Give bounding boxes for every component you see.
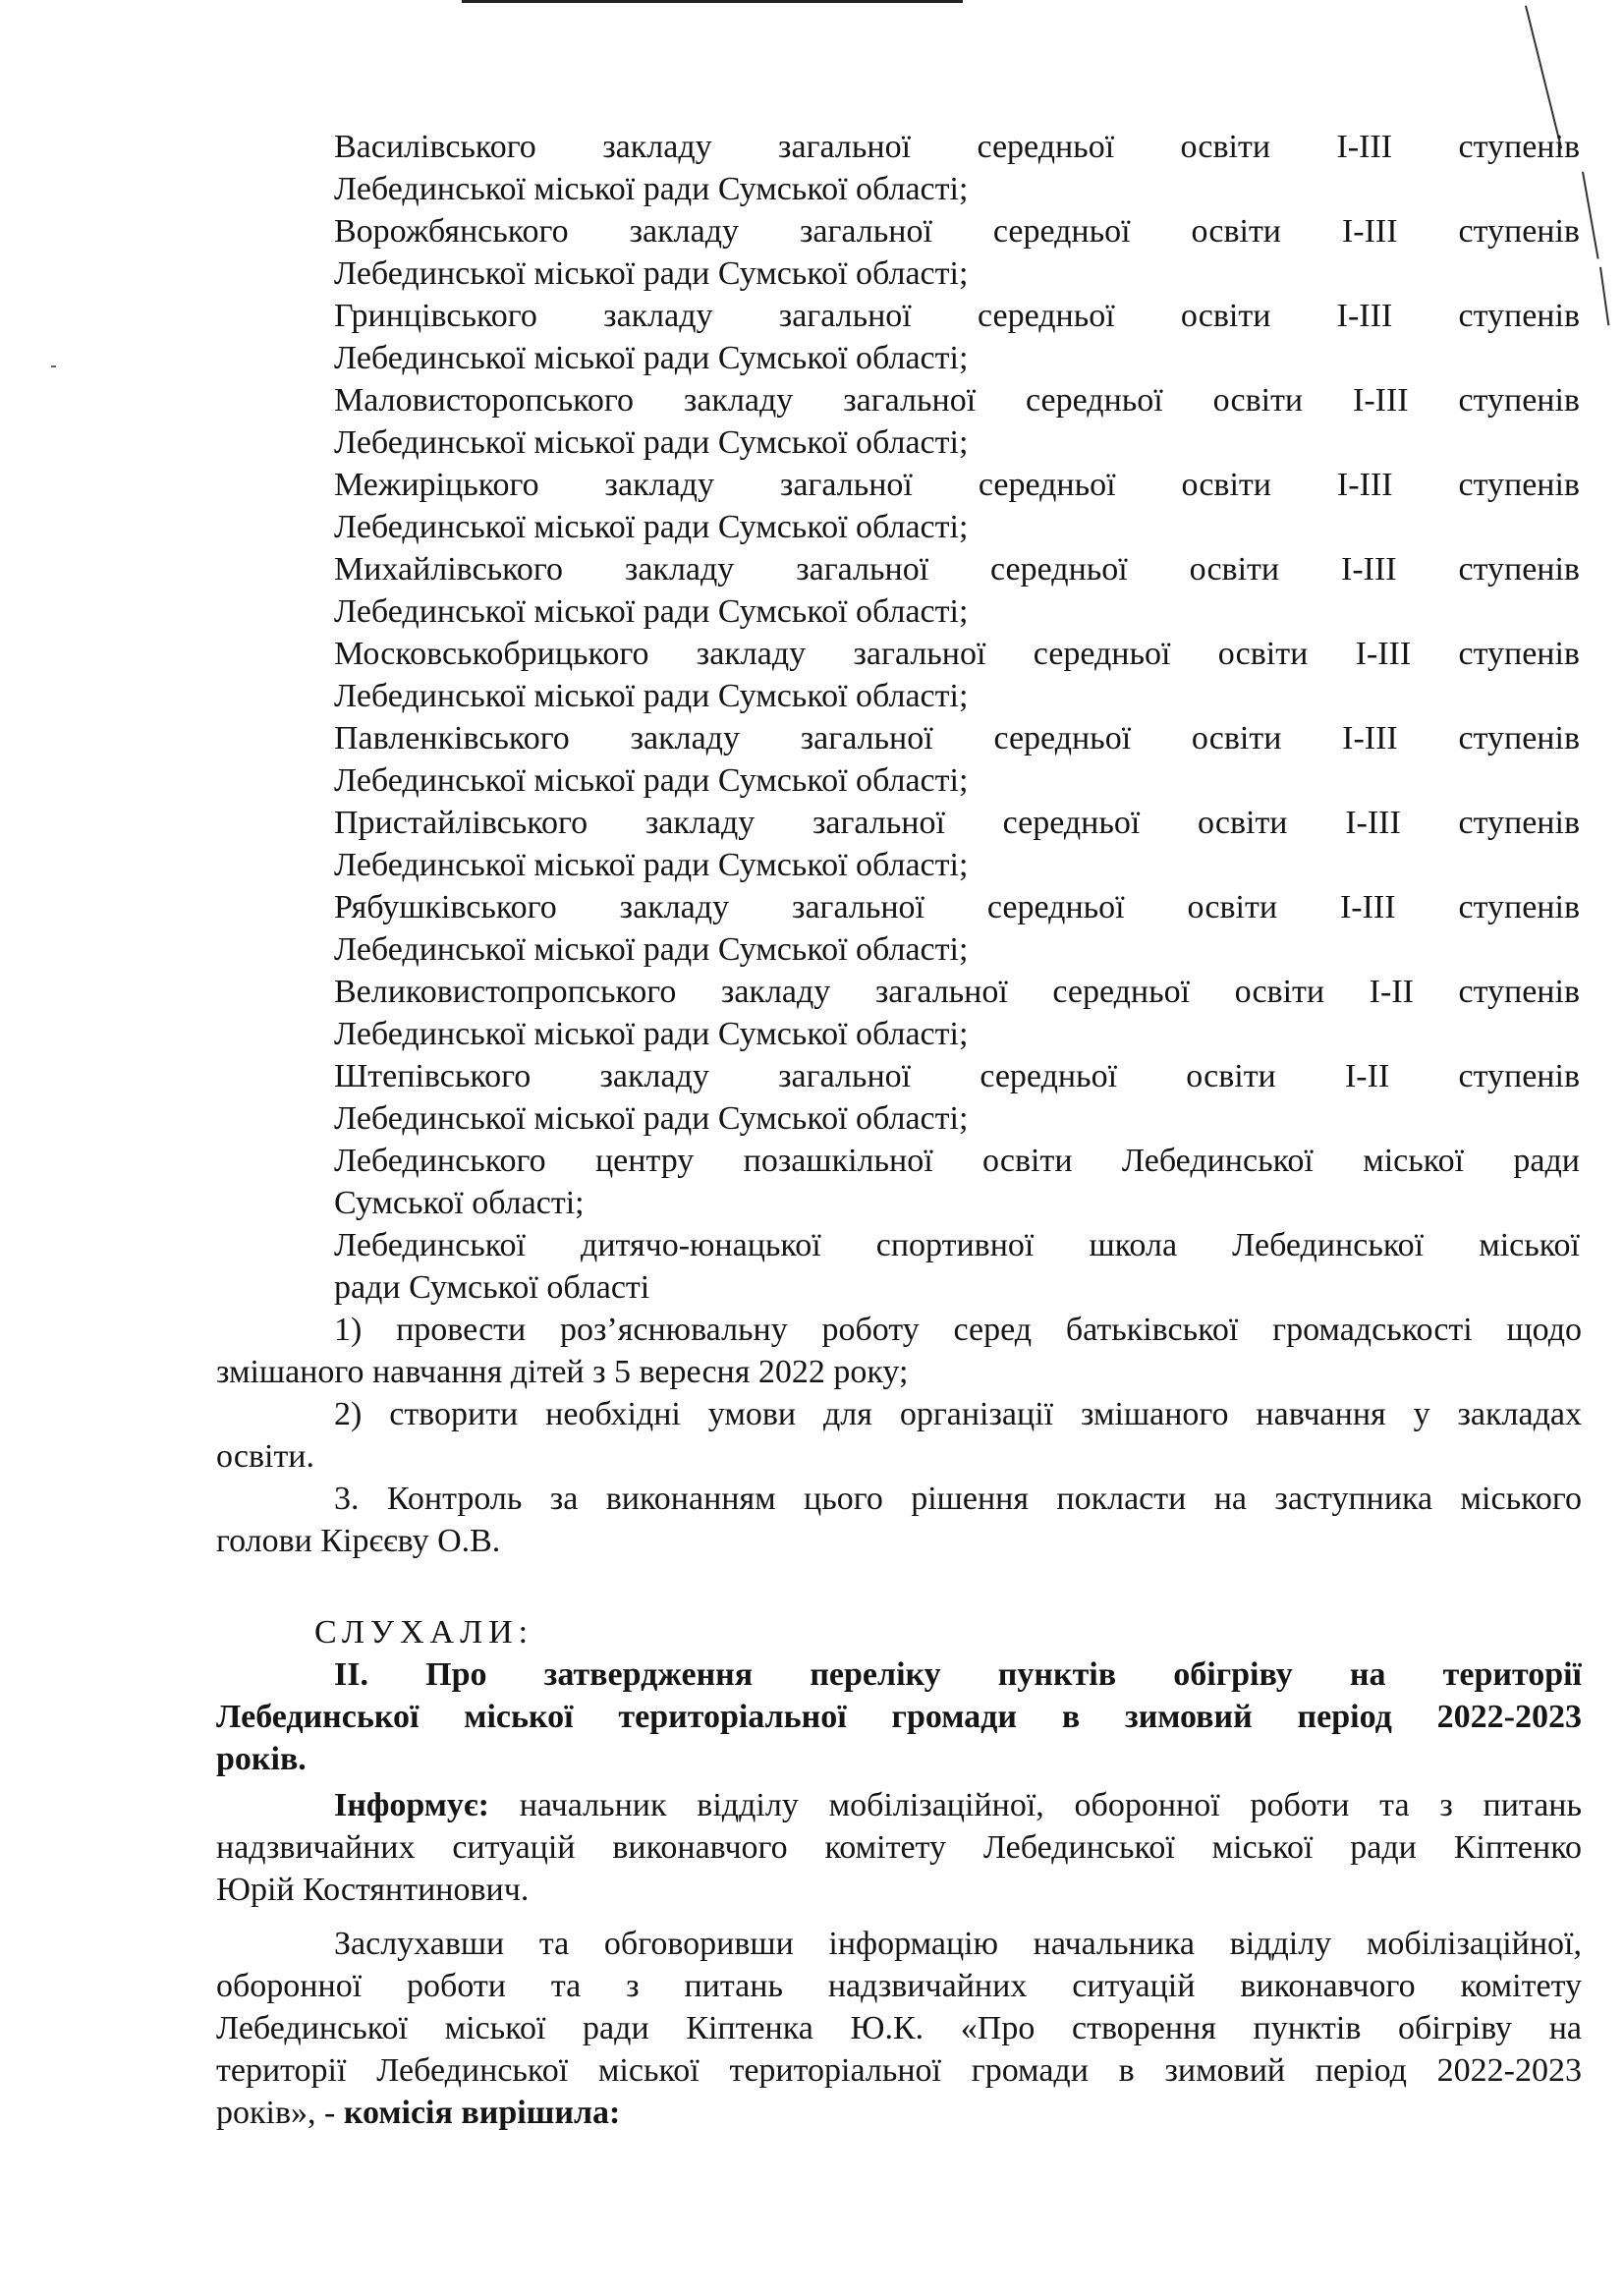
list-item <box>334 633 1580 717</box>
list-item-line: Штепівського закладу загальної середньої освіти І-ІІ ступенів <box>334 1058 1580 1094</box>
list-item-line: ради Сумської області <box>334 1269 650 1306</box>
list-item-line: Сумської області; <box>334 1185 585 1221</box>
heard-paragraph <box>216 1923 1582 2134</box>
list-item-line: Лебединської міської ради Сумської області; <box>334 255 969 292</box>
list-item-line: Михайлівського закладу загальної середньої освіти І-ІІІ ступенів <box>334 551 1580 588</box>
list-item-line: Василівського закладу загальної середньої освіти І-ІІІ ступенів <box>334 129 1580 165</box>
item-2-title-line: Лебединської міської територіальної громади в зимовий період 2022-2023 <box>216 1699 1582 1735</box>
list-item-line: Лебединської міської ради Сумської області; <box>334 847 969 883</box>
list-item-line: Лебединської міської ради Сумської області; <box>334 762 969 799</box>
list-item <box>334 1140 1580 1224</box>
list-item-line: Межиріцького закладу загальної середньої освіти І-ІІІ ступенів <box>334 467 1580 503</box>
list-item-line: Павленківського закладу загальної середньої освіти І-ІІІ ступенів <box>334 720 1580 756</box>
item-2-title-line: ІІ. Про затвердження переліку пунктів обігріву на території <box>334 1656 1582 1693</box>
list-item-line: Лебединської міської ради Сумської області; <box>334 1100 969 1137</box>
informs-line <box>216 1784 1582 1826</box>
list-item <box>334 886 1580 971</box>
list-item-line: Лебединської міської ради Сумської області; <box>334 678 969 714</box>
scan-edge-line <box>1599 267 1609 326</box>
list-item-line: Великовистопропського закладу загальної середньої освіти І-ІІ ступенів <box>334 974 1580 1010</box>
list-item-line: Рябушківського закладу загальної середньої освіти І-ІІІ ступенів <box>334 889 1580 925</box>
list-item <box>334 379 1580 464</box>
list-item <box>334 210 1580 295</box>
scan-speck <box>51 365 56 367</box>
informs-line: надзвичайних ситуацій виконавчого комітету Лебединської міської ради Кіптенко <box>216 1829 1582 1866</box>
heard-line: Лебединської міської ради Кіптенка Ю.К. «Про створення пунктів обігріву на <box>216 2010 1582 2046</box>
informs-paragraph <box>216 1784 1582 1911</box>
scan-edge-line <box>1582 172 1599 259</box>
section-ii <box>216 1611 1582 2134</box>
list-item-line: Ворожбянського закладу загальної середньої освіти І-ІІІ ступенів <box>334 213 1580 250</box>
point-2 <box>216 1393 1582 1478</box>
list-item <box>334 1055 1580 1140</box>
list-item-line: Пристайлівського закладу загальної середньої освіти І-ІІІ ступенів <box>334 805 1580 841</box>
informs-label: Інформує: <box>334 1787 489 1823</box>
list-item-line: Лебединської міської ради Сумської області; <box>334 424 969 461</box>
list-item-line: Маловисторопського закладу загальної середньої освіти І-ІІІ ступенів <box>334 382 1580 419</box>
point-3-line: голови Кірєєву О.В. <box>216 1523 501 1559</box>
point-1 <box>216 1309 1582 1393</box>
point-3 <box>216 1478 1582 1562</box>
list-item-line: Лебединської міської ради Сумської області; <box>334 340 969 376</box>
list-item-line: Лебединської міської ради Сумської області; <box>334 593 969 630</box>
point-1-line: змішаного навчання дітей з 5 вересня 2022 року; <box>216 1354 909 1390</box>
point-2-line: 2) створити необхідні умови для організації змішаного навчання у закладах <box>334 1396 1582 1432</box>
informs-text: начальник відділу мобілізаційної, оборонної роботи та з питань <box>519 1787 1582 1823</box>
list-item <box>334 126 1580 210</box>
list-item <box>334 464 1580 548</box>
list-item <box>334 717 1580 802</box>
list-item <box>334 1224 1580 1309</box>
list-item-line: Лебединської міської ради Сумської області; <box>334 171 969 207</box>
list-item <box>334 802 1580 886</box>
list-item <box>334 295 1580 379</box>
decision-points <box>216 1309 1582 1562</box>
point-3-line: 3. Контроль за виконанням цього рішення покласти на заступника міського <box>334 1481 1582 1517</box>
point-2-line: освіти. <box>216 1438 314 1475</box>
list-item <box>334 971 1580 1055</box>
list-item-line: Лебединського центру позашкільної освіти Лебединської міської ради <box>334 1143 1580 1179</box>
item-2-title <box>216 1653 1582 1780</box>
heard-line: Заслухавши та обговоривши інформацію начальника відділу мобілізаційної, <box>334 1926 1582 1962</box>
top-rule <box>462 0 963 3</box>
heard-last-text: років», - <box>216 2095 336 2131</box>
list-item <box>334 548 1580 633</box>
heard-line: оборонної роботи та з питань надзвичайних ситуацій виконавчого комітету <box>216 1968 1582 2004</box>
list-item-line: Лебединської дитячо-юнацької спортивної школа Лебединської міської <box>334 1227 1580 1263</box>
point-1-line: 1) провести роз’яснювальну роботу серед батьківської громадськості щодо <box>334 1312 1582 1348</box>
heard-line: території Лебединської міської територіальної громади в зимовий період 2022-2023 <box>216 2052 1582 2089</box>
list-item-line: Гринцівського закладу загальної середньої освіти І-ІІІ ступенів <box>334 298 1580 334</box>
list-item-line: Лебединської міської ради Сумської області; <box>334 931 969 968</box>
institution-list <box>334 126 1580 1309</box>
list-item-line: Лебединської міської ради Сумської області; <box>334 1016 969 1052</box>
heard-label: СЛУХАЛИ: <box>314 1614 534 1651</box>
commission-decided: комісія вирішила: <box>343 2095 621 2131</box>
informs-line: Юрій Костянтинович. <box>216 1872 530 1908</box>
item-2-title-line: років. <box>216 1741 307 1777</box>
list-item-line: Московськобрицького закладу загальної середньої освіти І-ІІІ ступенів <box>334 636 1580 672</box>
heard-line <box>216 2092 1582 2134</box>
list-item-line: Лебединської міської ради Сумської області; <box>334 509 969 545</box>
